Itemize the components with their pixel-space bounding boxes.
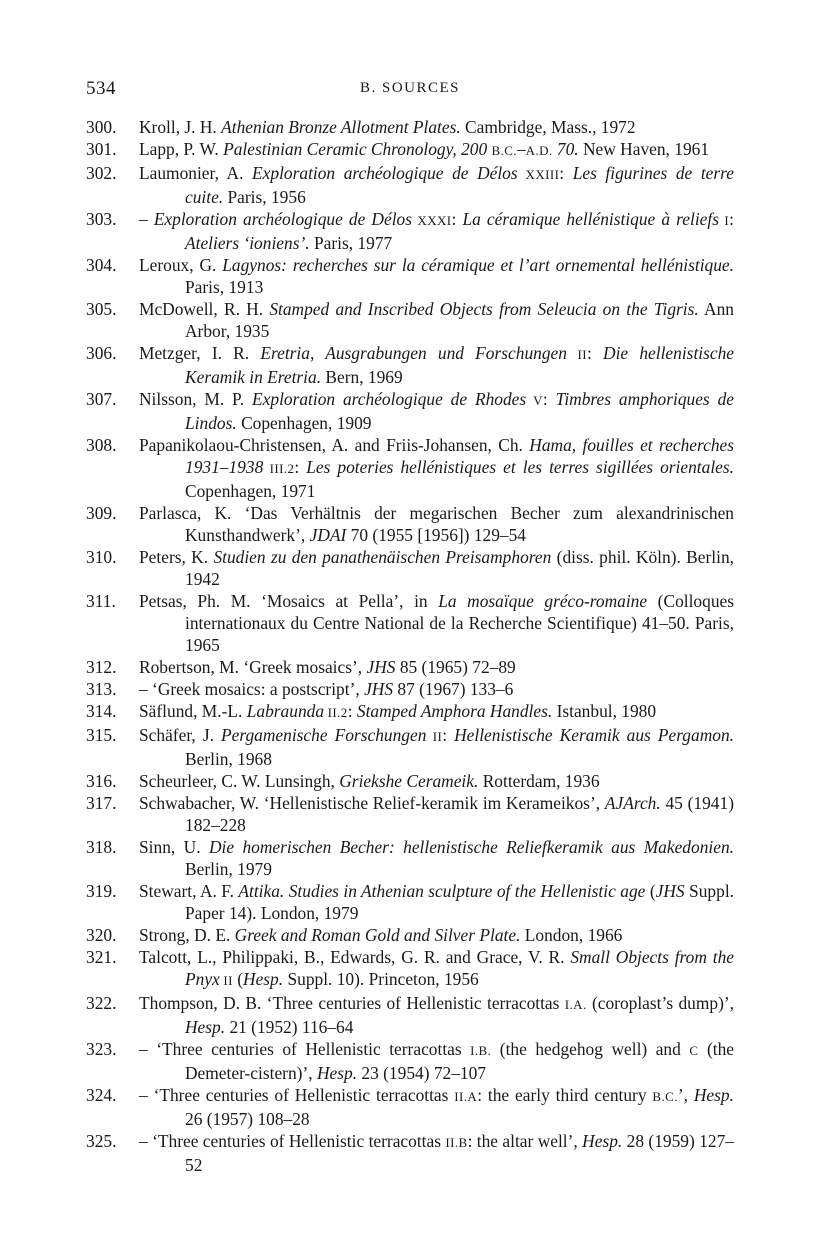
entry-title-text: Hesp.	[243, 969, 284, 989]
entry-text: –	[139, 209, 154, 229]
bibliography-list	[86, 116, 734, 1176]
entry-title-text: Greek and Roman Gold and Silver Plate.	[234, 925, 521, 945]
entry-text: ’,	[677, 1085, 694, 1105]
bibliography-entry	[86, 546, 734, 590]
entry-number: 320.	[86, 925, 117, 945]
entry-number: 311.	[86, 591, 116, 611]
entry-text: :	[542, 389, 556, 409]
entry-text: Copenhagen, 1909	[236, 413, 372, 433]
entry-number: 313.	[86, 679, 117, 699]
entry-title-text: Stamped Amphora Handles.	[356, 701, 553, 721]
bibliography-entry	[86, 924, 734, 946]
entry-text: Peters, K.	[139, 547, 214, 567]
entry-text: II.B	[445, 1135, 468, 1150]
entry-number: 321.	[86, 947, 117, 967]
bibliography-entry	[86, 724, 734, 770]
entry-text: XXIII	[517, 167, 560, 182]
entry-title-text: AJArch.	[604, 793, 661, 813]
entry-title-text: JDAI	[309, 525, 347, 545]
entry-text: New Haven, 1961	[578, 139, 710, 159]
entry-text: II	[219, 973, 233, 988]
entry-text: Istanbul, 1980	[552, 701, 657, 721]
entry-text: B.C.	[491, 143, 517, 158]
entry-text: :	[347, 701, 357, 721]
entry-text: Copenhagen, 1971	[185, 481, 316, 501]
entry-text: Sinn, U.	[139, 837, 209, 857]
running-title: B. SOURCES	[359, 80, 461, 96]
entry-title-text: Attika. Studies in Athenian sculpture of the Hellenistic age	[238, 881, 646, 901]
entry-title-text: Lagynos: recherches sur la céramique et l’art ornemental hellénistique.	[222, 255, 735, 275]
entry-text: Lapp, P. W.	[139, 139, 224, 159]
page-number: 534	[86, 78, 116, 99]
entry-number: 312.	[86, 657, 117, 677]
bibliography-entry	[86, 590, 734, 656]
entry-text: :	[559, 163, 573, 183]
entry-text: Berlin, 1979	[185, 859, 272, 879]
bibliography-entry	[86, 656, 734, 678]
entry-title-text: Athenian Bronze Allotment Plates.	[221, 117, 461, 137]
entry-text: Säflund, M.-L.	[139, 701, 247, 721]
entry-text: II	[566, 347, 587, 362]
entry-number: 322.	[86, 993, 117, 1013]
entry-text: :	[451, 209, 463, 229]
entry-number: 304.	[86, 255, 117, 275]
entry-text: :	[294, 457, 307, 477]
entry-text: II.2	[324, 705, 348, 720]
entry-text: Suppl. 10). Princeton, 1956	[283, 969, 479, 989]
entry-text: Metzger, I. R.	[139, 343, 261, 363]
bibliography-entry	[86, 388, 734, 434]
entry-text: (diss. phil. Köln). Berlin, 1942	[185, 547, 734, 589]
entry-text: B.C.	[652, 1089, 678, 1104]
entry-title-text: Exploration archéologique de Délos	[153, 209, 412, 229]
entry-number: 309.	[86, 503, 117, 523]
bibliography-entry	[86, 254, 734, 298]
bibliography-entry	[86, 162, 734, 208]
entry-number: 317.	[86, 793, 117, 813]
entry-text: 21 (1952) 116–64	[225, 1017, 354, 1037]
entry-title-text: Ateliers ‘ioniens’.	[185, 233, 310, 253]
entry-text: XXXI	[412, 213, 452, 228]
entry-number: 303.	[86, 209, 117, 229]
entry-number: 305.	[86, 299, 117, 319]
entry-text: Paris, 1956	[223, 187, 306, 207]
entry-text: Bern, 1969	[321, 367, 403, 387]
entry-text: – ‘Three centuries of Hellenistic terracottas	[139, 1131, 446, 1151]
entry-text: (coroplast’s dump)’,	[586, 993, 734, 1013]
entry-text: 70 (1955 [1956]) 129–54	[346, 525, 526, 545]
entry-text: Kroll, J. H.	[139, 117, 222, 137]
bibliography-entry	[86, 208, 734, 254]
entry-text: Paris, 1913	[185, 277, 264, 297]
entry-title-text: 70.	[552, 139, 579, 159]
bibliography-entry	[86, 836, 734, 880]
entry-text: Nilsson, M. P.	[139, 389, 253, 409]
entry-number: 308.	[86, 435, 117, 455]
entry-text: Robertson, M. ‘Greek mosaics’,	[139, 657, 367, 677]
entry-text: Strong, D. E.	[139, 925, 235, 945]
entry-text: (	[645, 881, 656, 901]
entry-text: Schwabacher, W. ‘Hellenistische Relief-keramik im Kerameikos’,	[139, 793, 605, 813]
entry-title-text: Small Objects from the Pnyx	[185, 947, 734, 989]
entry-number: 324.	[86, 1085, 117, 1105]
entry-number: 301.	[86, 139, 117, 159]
entry-text: I.B.	[470, 1043, 492, 1058]
entry-text: – ‘Greek mosaics: a postscript’,	[139, 679, 365, 699]
entry-text: 26 (1957) 108–28	[185, 1109, 310, 1129]
entry-title-text: JHS	[655, 881, 685, 901]
entry-text: :	[442, 725, 455, 745]
bibliography-entry	[86, 502, 734, 546]
entry-text: (the hedgehog well) and	[491, 1039, 690, 1059]
entry-text: –	[516, 139, 526, 159]
bibliography-entry	[86, 770, 734, 792]
entry-text: : the early third century	[477, 1085, 653, 1105]
entry-title-text: Exploration archéologique de Rhodes	[252, 389, 527, 409]
entry-text: – ‘Three centuries of Hellenistic terracottas	[139, 1039, 471, 1059]
entry-text: Cambridge, Mass., 1972	[460, 117, 636, 137]
entry-title-text: Hesp.	[582, 1131, 623, 1151]
entry-text: II.A	[454, 1089, 478, 1104]
entry-title-text: Hesp.	[693, 1085, 734, 1105]
bibliography-entry	[86, 792, 734, 836]
entry-number: 302.	[86, 163, 117, 183]
entry-title-text: Stamped and Inscribed Objects from Seleucia on the Tigris.	[269, 299, 699, 319]
entry-title-text: Hesp.	[185, 1017, 226, 1037]
entry-text: Berlin, 1968	[185, 749, 272, 769]
bibliography-entry	[86, 138, 734, 162]
bibliography-entry	[86, 434, 734, 502]
entry-text: 87 (1967) 133–6	[393, 679, 514, 699]
bibliography-entry	[86, 700, 734, 724]
entry-text: C	[689, 1043, 699, 1058]
entry-title-text: Hellenistische Keramik aus Pergamon.	[454, 725, 734, 745]
entry-text: – ‘Three centuries of Hellenistic terracottas	[139, 1085, 455, 1105]
bibliography-entry	[86, 1038, 734, 1084]
bibliography-entry	[86, 342, 734, 388]
entry-title-text: Die hellenistische Keramik in Eretria.	[185, 343, 735, 387]
bibliography-entry	[86, 992, 734, 1038]
entry-text: A.D.	[525, 143, 553, 158]
entry-title-text: Hama, fouilles et recherches 1931–1938	[185, 435, 735, 477]
entry-title-text: Palestinian Ceramic Chronology, 200	[223, 139, 492, 159]
entry-number: 318.	[86, 837, 117, 857]
entry-text: Petsas, Ph. M. ‘Mosaics at Pella’, in	[139, 591, 439, 611]
entry-title-text: Hesp.	[316, 1063, 358, 1083]
entry-title-text: Griekshe Cerameik.	[339, 771, 479, 791]
entry-title-text: Exploration archéologique de Délos	[252, 163, 518, 183]
entry-text: Papanikolaou-Christensen, A. and Friis-Johansen, Ch.	[139, 435, 530, 455]
entry-title-text: Pergamenische Forschungen	[221, 725, 427, 745]
entry-text: 85 (1965) 72–89	[395, 657, 516, 677]
bibliography-entry	[86, 1084, 734, 1130]
entry-text: II	[426, 729, 443, 744]
entry-number: 310.	[86, 547, 117, 567]
entry-text: (the Demeter-cistern)’,	[185, 1039, 734, 1083]
entry-text: 45 (1941) 182–228	[185, 793, 734, 835]
entry-title-text: La mosaïque gréco-romaine	[438, 591, 648, 611]
entry-number: 300.	[86, 117, 117, 137]
bibliography-entry	[86, 946, 734, 992]
entry-text: McDowell, R. H.	[139, 299, 270, 319]
entry-text: Stewart, A. F.	[139, 881, 239, 901]
entry-text: Suppl. Paper 14). London, 1979	[185, 881, 734, 923]
running-header	[86, 78, 734, 102]
entry-number: 315.	[86, 725, 117, 745]
entry-title-text: Les poteries hellénistiques et les terres sigillées orientales.	[306, 457, 734, 477]
entry-text: :	[586, 343, 604, 363]
entry-text: Leroux, G.	[139, 255, 223, 275]
entry-title-text: JHS	[364, 679, 394, 699]
entry-text: 23 (1954) 72–107	[357, 1063, 487, 1083]
entry-title-text: Les figurines de terre cuite.	[185, 163, 734, 207]
entry-number: 306.	[86, 343, 117, 363]
entry-text: Laumonier, A.	[139, 163, 253, 183]
entry-title-text: Labraunda	[246, 701, 325, 721]
entry-title-text: Die homerischen Becher: hellenistische Reliefkeramik aus Makedonien.	[208, 837, 734, 857]
entry-text: Rotterdam, 1936	[478, 771, 600, 791]
entry-number: 316.	[86, 771, 117, 791]
entry-text: Paris, 1977	[309, 233, 393, 253]
entry-text: Schäfer, J.	[139, 725, 221, 745]
entry-text: Ann Arbor, 1935	[185, 299, 734, 341]
entry-text: (Colloques internationaux du Centre National de la Recherche Scientifique) 41–50. Paris, 1965	[185, 591, 734, 655]
bibliography-entry	[86, 116, 734, 138]
entry-title-text: Timbres amphoriques de Lindos.	[185, 389, 734, 433]
bibliography-entry	[86, 1130, 734, 1176]
entry-text: 28 (1959) 127–52	[185, 1131, 734, 1175]
entry-text: I	[719, 213, 730, 228]
entry-text: Scheurleer, C. W. Lunsingh,	[139, 771, 340, 791]
entry-text: :	[729, 209, 734, 229]
entry-text: III.2	[263, 461, 295, 476]
entry-number: 314.	[86, 701, 117, 721]
entry-text: London, 1966	[520, 925, 623, 945]
entry-title-text: Studien zu den panathenäischen Preisamphoren	[213, 547, 552, 567]
entry-text: Thompson, D. B. ‘Three centuries of Hellenistic terracottas	[139, 993, 565, 1013]
bibliography-entry	[86, 678, 734, 700]
bibliography-entry	[86, 880, 734, 924]
entry-number: 319.	[86, 881, 117, 901]
entry-text: (	[232, 969, 244, 989]
entry-text: Parlasca, K. ‘Das Verhältnis der megarischen Becher zum alexandrinischen Kunsthandwerk’,	[139, 503, 734, 545]
entry-number: 325.	[86, 1131, 117, 1151]
entry-title-text: La céramique hellénistique à reliefs	[462, 209, 720, 229]
entry-number: 323.	[86, 1039, 117, 1059]
entry-text: V	[526, 393, 543, 408]
bibliography-entry	[86, 298, 734, 342]
entry-title-text: Eretria, Ausgrabungen und Forschungen	[260, 343, 567, 363]
entry-text: : the altar well’,	[467, 1131, 583, 1151]
entry-number: 307.	[86, 389, 117, 409]
entry-text: I.A.	[564, 997, 587, 1012]
entry-text: Talcott, L., Philippaki, B., Edwards, G. R. and Grace, V. R.	[139, 947, 571, 967]
entry-title-text: JHS	[366, 657, 396, 677]
